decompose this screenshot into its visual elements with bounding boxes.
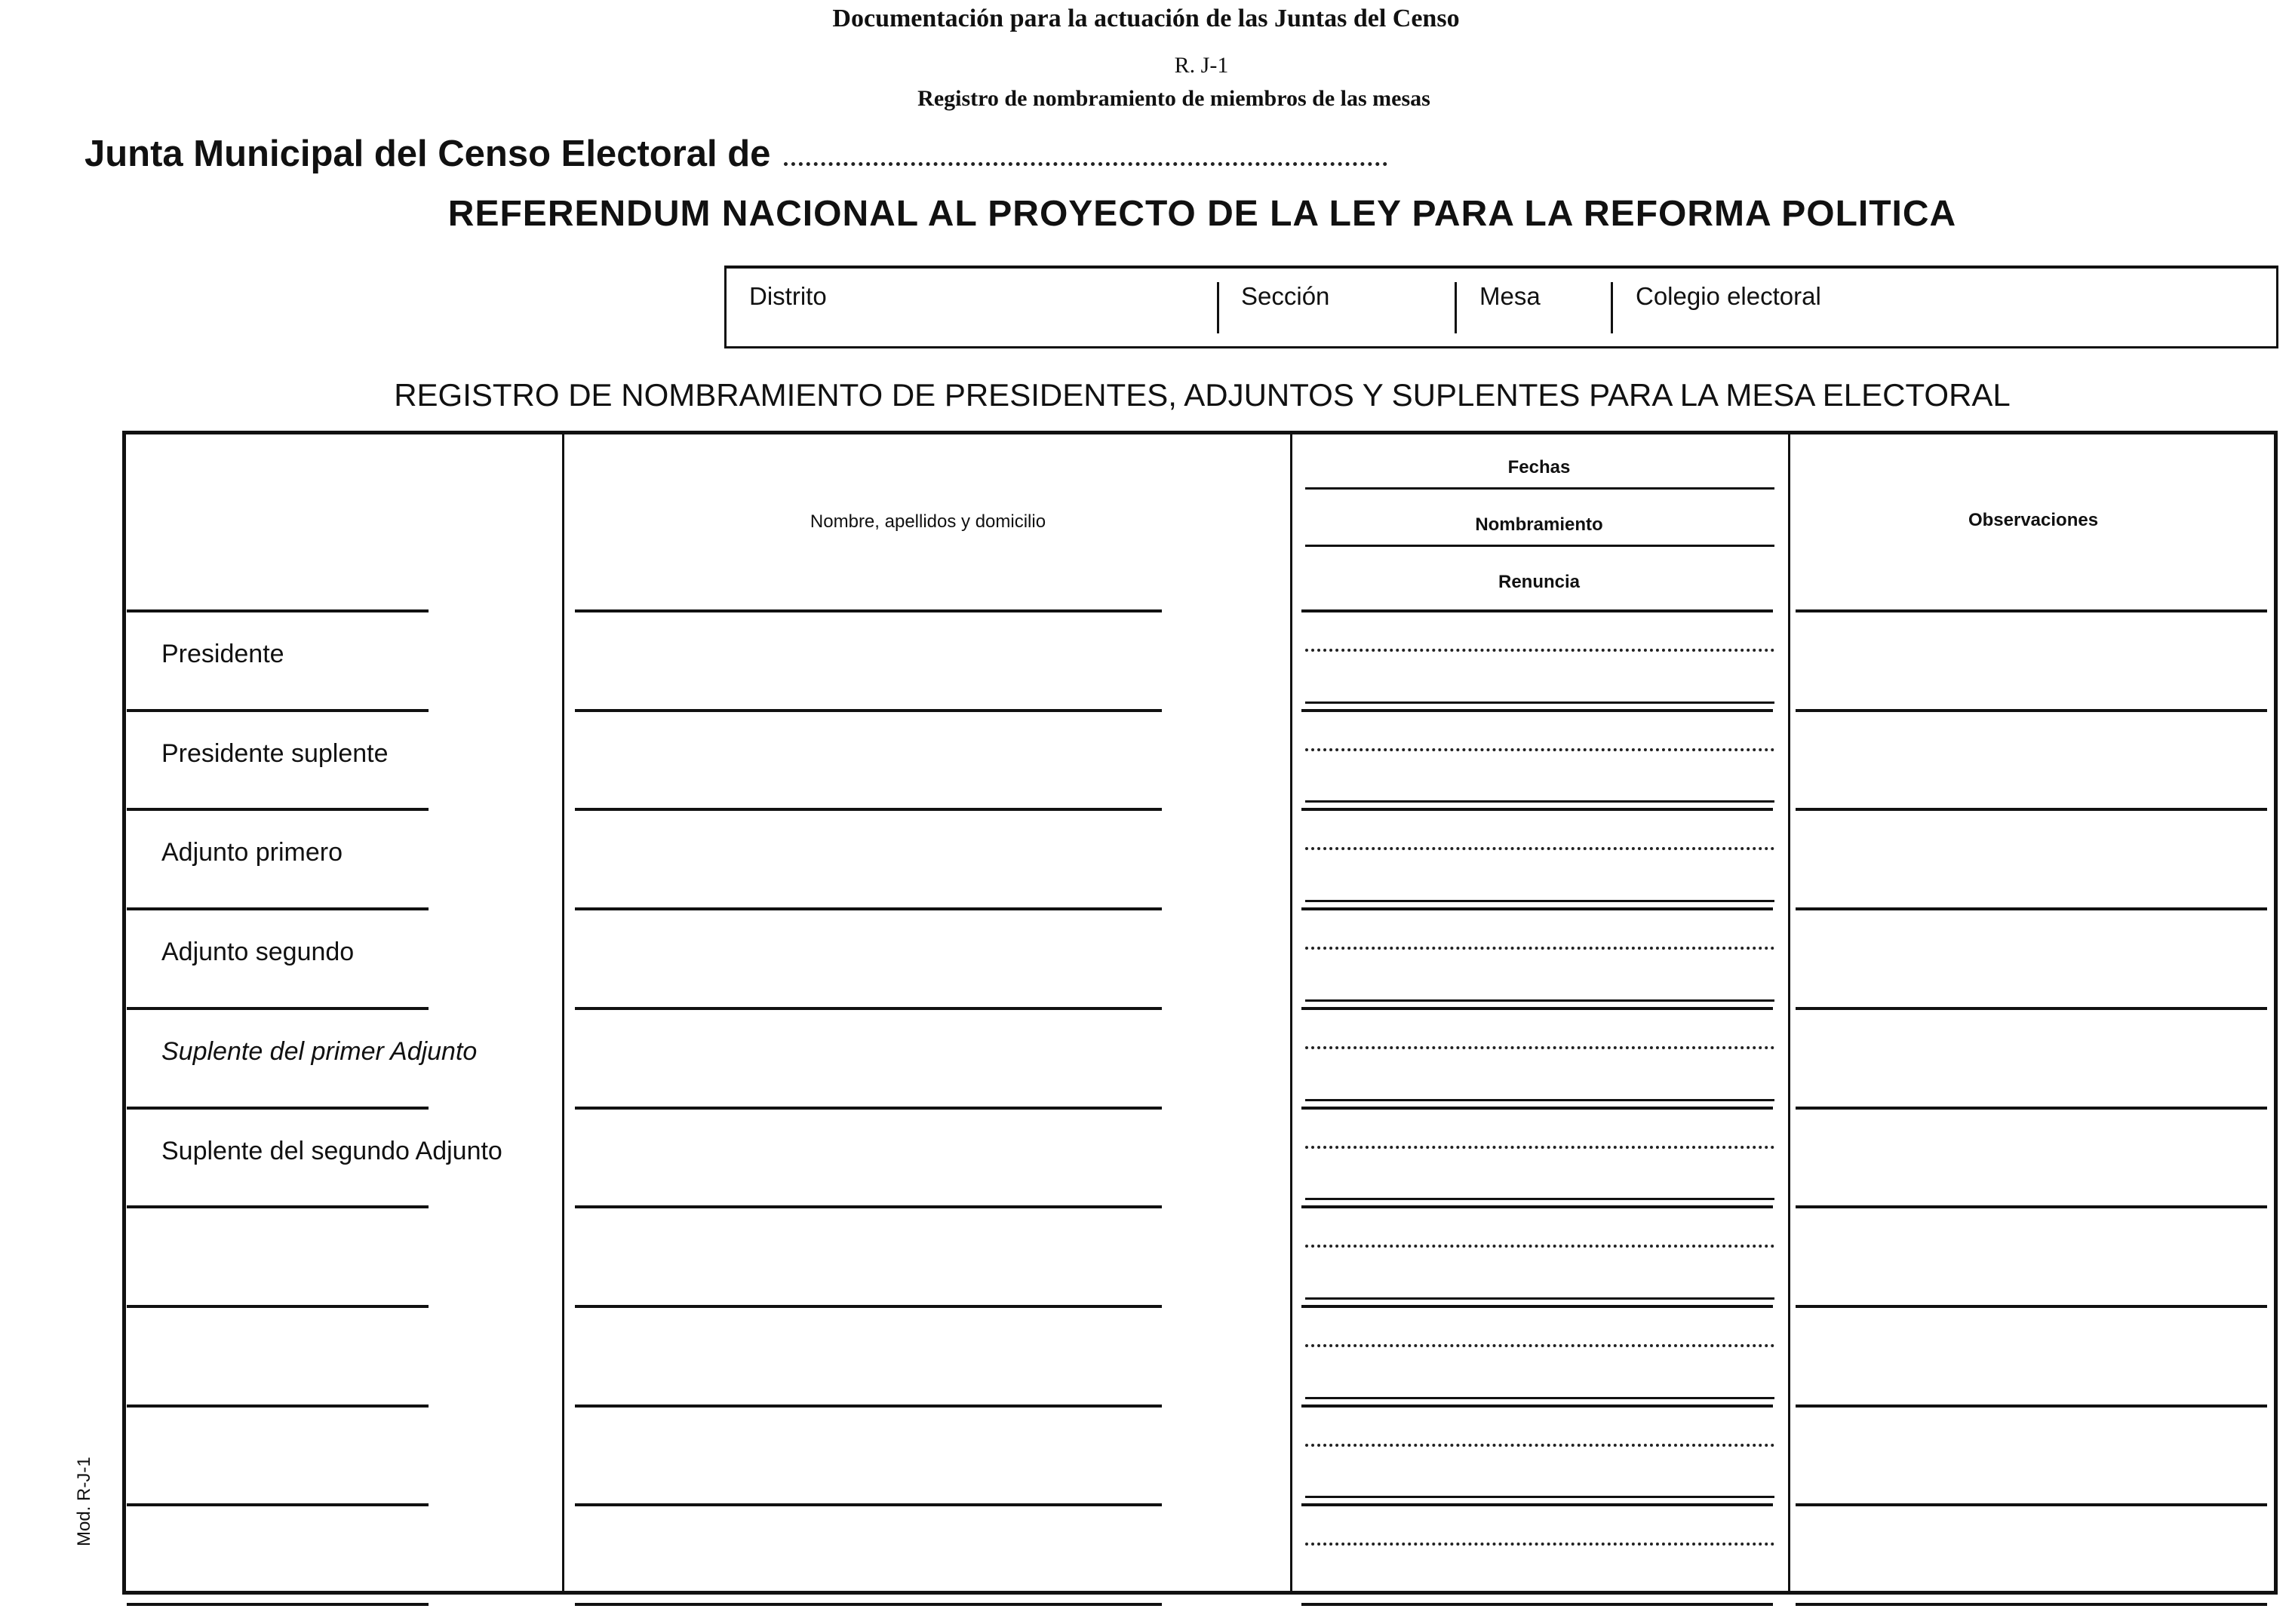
name-field[interactable] bbox=[575, 614, 1162, 705]
date-dotted-line[interactable] bbox=[1305, 1245, 1774, 1248]
name-field[interactable] bbox=[575, 714, 1162, 804]
row-divider bbox=[575, 1305, 1162, 1308]
date-subline bbox=[1305, 1297, 1774, 1300]
row-divider bbox=[575, 808, 1162, 811]
header-fechas: Fechas bbox=[1507, 457, 1571, 477]
name-field[interactable] bbox=[575, 1111, 1162, 1202]
row-divider bbox=[127, 1404, 429, 1408]
row-divider bbox=[127, 1205, 429, 1208]
column-divider bbox=[562, 431, 564, 1595]
row-label: Presidente suplente bbox=[161, 738, 389, 768]
header-nombre: Nombre, apellidos y domicilio bbox=[810, 511, 1046, 532]
row-divider bbox=[127, 1107, 429, 1110]
row-label: Adjunto primero bbox=[161, 838, 343, 867]
row-divider bbox=[1796, 808, 2267, 811]
row-divider bbox=[1796, 907, 2267, 910]
row-divider bbox=[1301, 1404, 1773, 1408]
row-divider bbox=[1301, 1603, 1773, 1606]
junta-label: Junta Municipal del Censo Electoral de bbox=[84, 134, 771, 174]
header-nombramiento: Nombramiento bbox=[1475, 514, 1603, 535]
seccion-label: Sección bbox=[1241, 282, 1330, 310]
header-divider bbox=[1305, 545, 1774, 547]
row-divider bbox=[1796, 1205, 2267, 1208]
row-divider bbox=[1796, 1007, 2267, 1010]
location-divider bbox=[1611, 282, 1613, 333]
date-subline bbox=[1305, 999, 1774, 1002]
row-divider bbox=[127, 709, 429, 712]
row-divider bbox=[127, 1503, 429, 1506]
row-divider bbox=[1301, 1503, 1773, 1506]
date-dotted-line[interactable] bbox=[1305, 1146, 1774, 1149]
header-observaciones: Observaciones bbox=[1968, 510, 2099, 530]
location-box bbox=[724, 266, 2278, 348]
name-field[interactable] bbox=[575, 1508, 1162, 1598]
name-field[interactable] bbox=[575, 912, 1162, 1002]
date-subline bbox=[1305, 800, 1774, 803]
row-label: Adjunto segundo bbox=[161, 938, 355, 967]
date-dotted-line[interactable] bbox=[1305, 1046, 1774, 1049]
header-renuncia: Renuncia bbox=[1498, 572, 1581, 592]
row-divider bbox=[575, 609, 1162, 612]
distrito-label: Distrito bbox=[749, 282, 827, 310]
registro-title: REGISTRO DE NOMBRAMIENTO DE PRESIDENTES, ADJUNTOS Y SUPLENTES PARA LA MESA ELECTORAL bbox=[394, 377, 2011, 413]
row-divider bbox=[575, 1205, 1162, 1208]
date-subline bbox=[1305, 1198, 1774, 1200]
row-divider bbox=[127, 1603, 429, 1606]
date-subline bbox=[1305, 701, 1774, 704]
form-subtitle: Registro de nombramiento de miembros de las mesas bbox=[917, 86, 1430, 111]
date-subline bbox=[1305, 1099, 1774, 1101]
junta-line bbox=[84, 133, 1387, 175]
row-divider bbox=[127, 1007, 429, 1010]
row-divider bbox=[1301, 1305, 1773, 1308]
form-code-footer: Mod. R-J-1 bbox=[74, 1457, 94, 1546]
row-divider bbox=[575, 1107, 1162, 1110]
row-divider bbox=[1796, 709, 2267, 712]
name-field[interactable] bbox=[575, 812, 1162, 903]
registration-table bbox=[122, 431, 2278, 1595]
row-divider bbox=[1796, 1503, 2267, 1506]
date-dotted-line[interactable] bbox=[1305, 847, 1774, 850]
row-divider bbox=[1301, 609, 1773, 612]
row-divider bbox=[1301, 907, 1773, 910]
row-label: Presidente bbox=[161, 640, 284, 668]
row-divider bbox=[1796, 1404, 2267, 1408]
row-divider bbox=[1796, 1107, 2267, 1110]
date-dotted-line[interactable] bbox=[1305, 1444, 1774, 1447]
row-divider bbox=[1796, 1603, 2267, 1606]
row-divider bbox=[575, 907, 1162, 910]
header-divider bbox=[1305, 487, 1774, 490]
row-divider bbox=[1301, 709, 1773, 712]
row-divider bbox=[575, 1007, 1162, 1010]
location-divider bbox=[1217, 282, 1219, 333]
column-divider bbox=[1788, 431, 1790, 1595]
row-divider bbox=[575, 709, 1162, 712]
name-field[interactable] bbox=[575, 1409, 1162, 1500]
referendum-title: REFERENDUM NACIONAL AL PROYECTO DE LA LEY PARA LA REFORMA POLITICA bbox=[447, 194, 1957, 234]
date-dotted-line[interactable] bbox=[1305, 1344, 1774, 1347]
row-divider bbox=[1301, 1107, 1773, 1110]
name-field[interactable] bbox=[575, 1210, 1162, 1300]
junta-blank-field[interactable] bbox=[784, 146, 1387, 166]
row-divider bbox=[1796, 609, 2267, 612]
row-label: Suplente del primer Adjunto bbox=[161, 1036, 478, 1066]
row-divider bbox=[575, 1404, 1162, 1408]
document-header: Documentación para la actuación de las Juntas del Censo bbox=[832, 5, 1460, 32]
date-subline bbox=[1305, 1397, 1774, 1399]
date-dotted-line[interactable] bbox=[1305, 1543, 1774, 1546]
row-divider bbox=[127, 1305, 429, 1308]
mesa-label: Mesa bbox=[1479, 282, 1541, 310]
colegio-label: Colegio electoral bbox=[1636, 282, 1821, 310]
row-divider bbox=[127, 907, 429, 910]
row-label: Suplente del segundo Adjunto bbox=[161, 1136, 502, 1165]
date-subline bbox=[1305, 900, 1774, 902]
form-code-header: R. J-1 bbox=[1174, 53, 1229, 78]
row-divider bbox=[127, 609, 429, 612]
date-subline bbox=[1305, 1496, 1774, 1498]
row-divider bbox=[575, 1603, 1162, 1606]
name-field[interactable] bbox=[575, 1309, 1162, 1400]
date-dotted-line[interactable] bbox=[1305, 748, 1774, 751]
row-divider bbox=[575, 1503, 1162, 1506]
row-divider bbox=[127, 808, 429, 811]
row-divider bbox=[1796, 1305, 2267, 1308]
location-divider bbox=[1455, 282, 1457, 333]
row-divider bbox=[1301, 808, 1773, 811]
row-divider bbox=[1301, 1205, 1773, 1208]
row-divider bbox=[1301, 1007, 1773, 1010]
name-field[interactable] bbox=[575, 1012, 1162, 1102]
date-dotted-line[interactable] bbox=[1305, 947, 1774, 950]
date-dotted-line[interactable] bbox=[1305, 649, 1774, 652]
column-divider bbox=[1290, 431, 1292, 1595]
